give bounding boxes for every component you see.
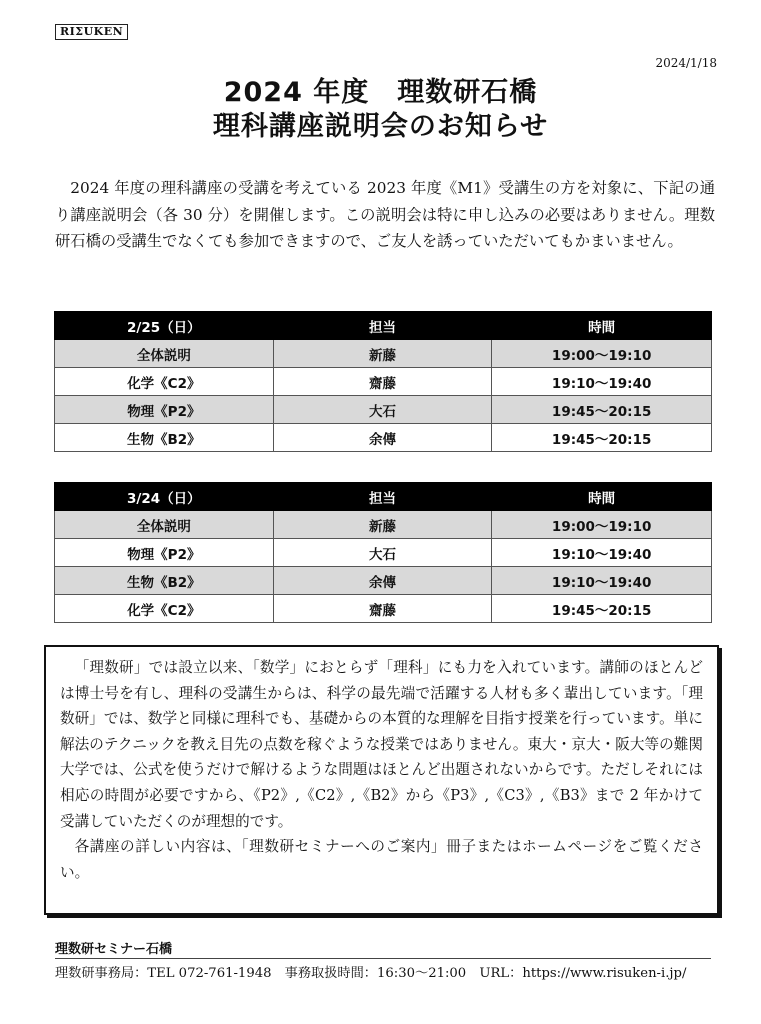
time-header: 時間 bbox=[492, 312, 712, 340]
table-header-row bbox=[55, 312, 712, 340]
footer-contact-info: 理数研事務局：TEL 072-761-1948 事務取扱時間：16:30～21:00 URL：https://www.risuken-i.jp/ bbox=[55, 966, 687, 981]
session-cell: 物理《P2》 bbox=[55, 396, 274, 424]
teacher-header: 担当 bbox=[273, 483, 492, 511]
schedule-table-mar bbox=[54, 482, 712, 623]
teacher-cell: 齋藤 bbox=[273, 595, 492, 623]
risuken-logo: RIΣUKEN bbox=[55, 24, 128, 40]
table-row bbox=[55, 424, 712, 452]
table-row bbox=[55, 368, 712, 396]
table-row bbox=[55, 340, 712, 368]
date-header: 3/24（日） bbox=[55, 483, 274, 511]
document-date: 2024/1/18 bbox=[655, 56, 717, 70]
title-line-1: 2024 年度 理数研石橋 bbox=[223, 77, 538, 108]
date-header: 2/25（日） bbox=[55, 312, 274, 340]
session-cell: 生物《B2》 bbox=[55, 567, 274, 595]
time-cell: 19:10～19:40 bbox=[492, 368, 712, 396]
time-header: 時間 bbox=[492, 483, 712, 511]
time-cell: 19:10～19:40 bbox=[492, 567, 712, 595]
session-cell: 物理《P2》 bbox=[55, 539, 274, 567]
footer-org-name: 理数研セミナー石橋 bbox=[55, 942, 173, 957]
table-row bbox=[55, 595, 712, 623]
time-cell: 19:45～20:15 bbox=[492, 396, 712, 424]
teacher-cell: 大石 bbox=[273, 396, 492, 424]
teacher-cell: 新藤 bbox=[273, 511, 492, 539]
teacher-cell: 大石 bbox=[273, 539, 492, 567]
info-paragraph: 「理数研」では設立以来、「数学」におとらず「理科」にも力を入れています。講師のほとんどは博士号を有し、理科の受講生からは、科学の最先端で活躍する人材も多く輩出しています。「理数研」では、数学と同様に理科でも、基礎からの本質的な理解を目指す授業を行っています。単に解法のテクニックを教え目先の点数を稼ぐような授業ではありません。東大・京大・阪大等の難関大学では、公式を使うだけで解けるような問題はほとんど出題されないからです。ただしそれには相応の時間が必要ですから、《P2》,《C2》,《B2》から《P3》,《C3》,《B3》まで 2 年かけて受講していただくのが理想的です。 bbox=[60, 659, 703, 830]
session-cell: 全体説明 bbox=[55, 340, 274, 368]
footer-divider bbox=[55, 958, 711, 959]
session-cell: 生物《B2》 bbox=[55, 424, 274, 452]
teacher-cell: 余傳 bbox=[273, 424, 492, 452]
schedule-table-feb bbox=[54, 311, 712, 452]
page-title bbox=[0, 76, 761, 144]
teacher-cell: 齋藤 bbox=[273, 368, 492, 396]
session-cell: 化学《C2》 bbox=[55, 368, 274, 396]
info-box bbox=[44, 645, 719, 915]
table-row bbox=[55, 511, 712, 539]
teacher-cell: 新藤 bbox=[273, 340, 492, 368]
teacher-cell: 余傳 bbox=[273, 567, 492, 595]
time-cell: 19:00～19:10 bbox=[492, 511, 712, 539]
table-row bbox=[55, 396, 712, 424]
info-paragraph-details: 各講座の詳しい内容は、「理数研セミナーへのご案内」冊子またはホームページをご覧ください。 bbox=[60, 838, 703, 881]
time-cell: 19:10～19:40 bbox=[492, 539, 712, 567]
table-header-row bbox=[55, 483, 712, 511]
table-row bbox=[55, 567, 712, 595]
time-cell: 19:45～20:15 bbox=[492, 595, 712, 623]
intro-paragraph: 2024 年度の理科講座の受講を考えている 2023 年度《M1》受講生の方を対象に、下記の通り講座説明会（各 30 分）を開催します。この説明会は特に申し込みの必要はありません。理数研石橋の受講生でなくても参加できますので、ご友人を誘っていただいてもかまいません。 bbox=[55, 179, 715, 250]
session-cell: 全体説明 bbox=[55, 511, 274, 539]
table-row bbox=[55, 539, 712, 567]
time-cell: 19:45～20:15 bbox=[492, 424, 712, 452]
time-cell: 19:00～19:10 bbox=[492, 340, 712, 368]
teacher-header: 担当 bbox=[273, 312, 492, 340]
title-line-2: 理科講座説明会のお知らせ bbox=[212, 111, 549, 142]
session-cell: 化学《C2》 bbox=[55, 595, 274, 623]
